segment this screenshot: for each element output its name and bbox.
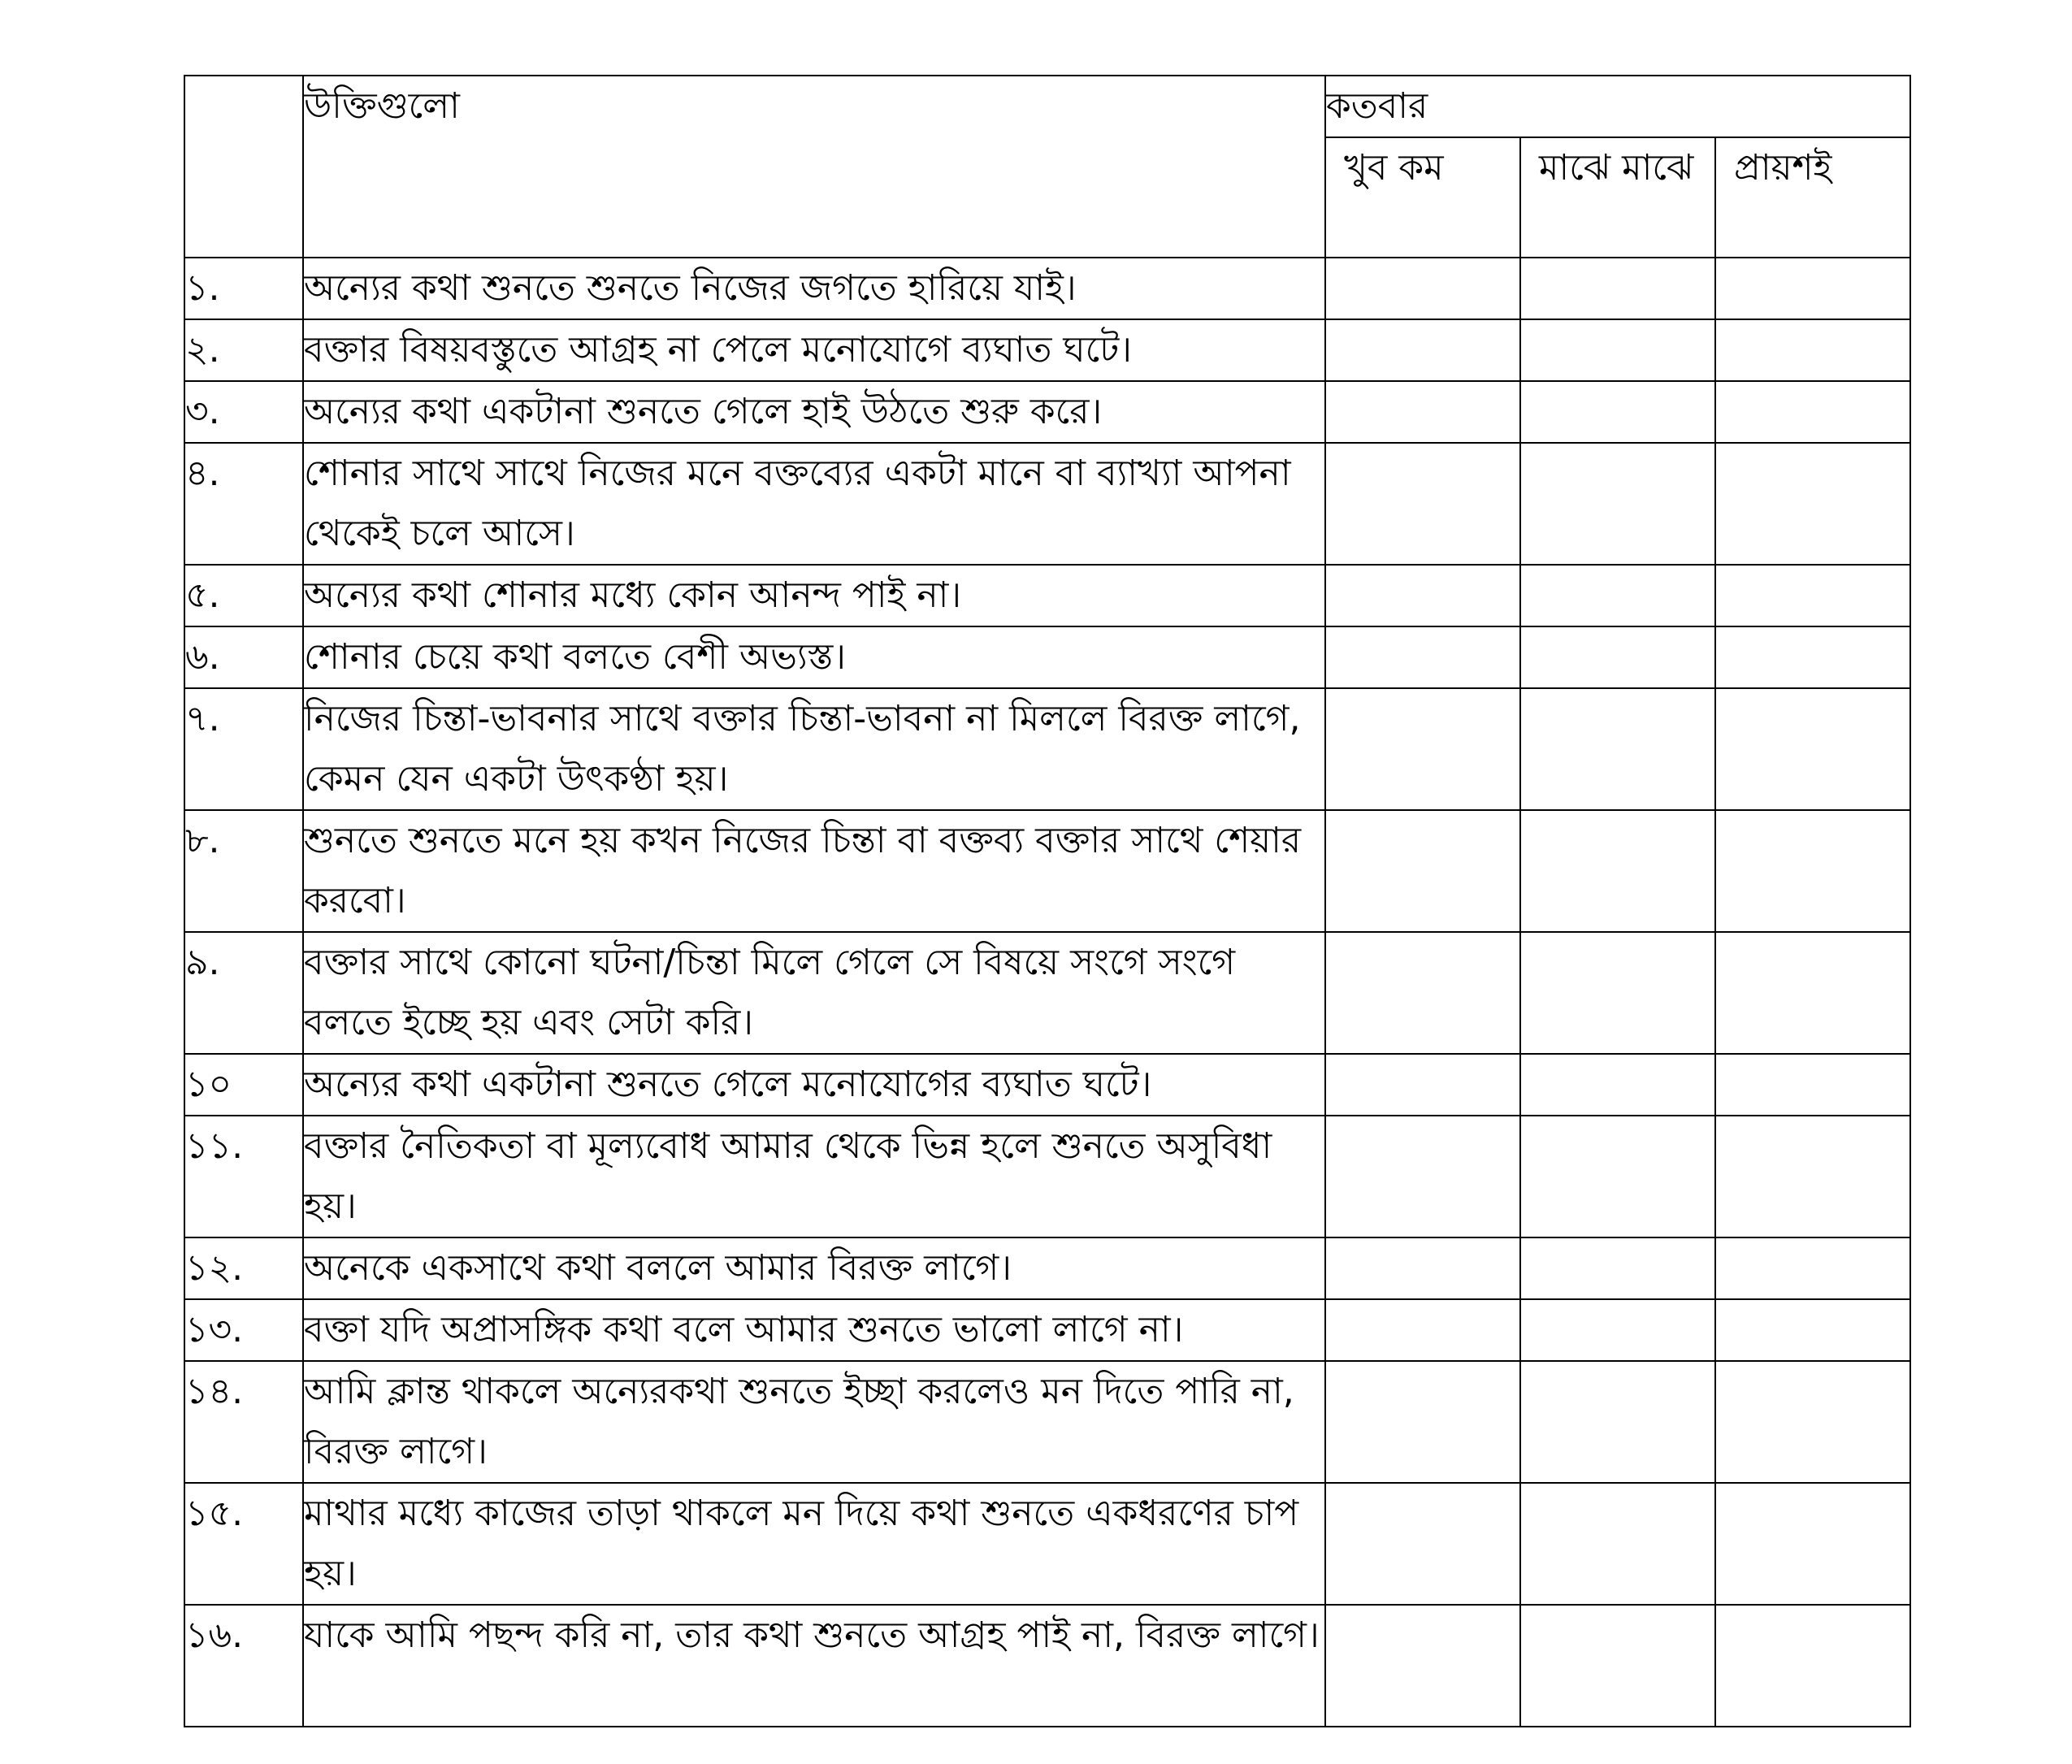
row-number: ১০ — [184, 1054, 303, 1116]
row-number: ১১. — [184, 1116, 303, 1237]
answer-cell-rarely[interactable] — [1325, 1237, 1520, 1299]
table-row — [184, 810, 1910, 932]
answer-cell-often[interactable] — [1715, 1361, 1910, 1483]
answer-cell-rarely[interactable] — [1325, 1361, 1520, 1483]
answer-cell-often[interactable] — [1715, 688, 1910, 810]
table-row — [184, 1483, 1910, 1605]
row-number: ১৪. — [184, 1361, 303, 1483]
answer-cell-sometimes[interactable] — [1520, 688, 1715, 810]
answer-cell-sometimes[interactable] — [1520, 319, 1715, 381]
answer-cell-rarely[interactable] — [1325, 1054, 1520, 1116]
table-row — [184, 319, 1910, 381]
row-number: ২. — [184, 319, 303, 381]
table-row — [184, 626, 1910, 688]
row-statement: অনেকে একসাথে কথা বললে আমার বিরক্ত লাগে। — [303, 1237, 1325, 1299]
answer-cell-sometimes[interactable] — [1520, 1361, 1715, 1483]
row-number: ১২. — [184, 1237, 303, 1299]
answer-cell-rarely[interactable] — [1325, 1483, 1520, 1605]
answer-cell-often[interactable] — [1715, 258, 1910, 319]
row-statement: অন্যের কথা একটানা শুনতে গেলে হাই উঠতে শুরু করে। — [303, 381, 1325, 443]
answer-cell-sometimes[interactable] — [1520, 1483, 1715, 1605]
row-statement: অন্যের কথা একটানা শুনতে গেলে মনোযোগের ব্যঘাত ঘটে। — [303, 1054, 1325, 1116]
answer-cell-rarely[interactable] — [1325, 688, 1520, 810]
answer-cell-often[interactable] — [1715, 1237, 1910, 1299]
answer-cell-rarely[interactable] — [1325, 258, 1520, 319]
row-number: ৯. — [184, 932, 303, 1054]
answer-cell-rarely[interactable] — [1325, 1116, 1520, 1237]
row-number: ৭. — [184, 688, 303, 810]
listening-survey-sheet — [184, 75, 1909, 1727]
answer-cell-rarely[interactable] — [1325, 932, 1520, 1054]
row-statement: যাকে আমি পছন্দ করি না, তার কথা শুনতে আগ্রহ পাই না, বিরক্ত লাগে। — [303, 1605, 1325, 1727]
answer-cell-sometimes[interactable] — [1520, 810, 1715, 932]
answer-cell-sometimes[interactable] — [1520, 565, 1715, 626]
header-option-sometimes: মাঝে মাঝে — [1520, 137, 1715, 258]
row-statement: বক্তার নৈতিকতা বা মূল্যবোধ আমার থেকে ভিন্ন হলে শুনতে অসুবিধা হয়। — [303, 1116, 1325, 1237]
row-statement: নিজের চিন্তা-ভাবনার সাথে বক্তার চিন্তা-ভাবনা না মিললে বিরক্ত লাগে, কেমন যেন একটা উৎকণ্ঠা হয়। — [303, 688, 1325, 810]
answer-cell-sometimes[interactable] — [1520, 932, 1715, 1054]
answer-cell-rarely[interactable] — [1325, 810, 1520, 932]
table-row — [184, 1361, 1910, 1483]
answer-cell-often[interactable] — [1715, 810, 1910, 932]
answer-cell-rarely[interactable] — [1325, 443, 1520, 565]
answer-cell-rarely[interactable] — [1325, 1299, 1520, 1361]
survey-table — [184, 75, 1911, 1727]
table-row — [184, 565, 1910, 626]
answer-cell-often[interactable] — [1715, 1605, 1910, 1727]
row-number: ১৬. — [184, 1605, 303, 1727]
answer-cell-sometimes[interactable] — [1520, 1605, 1715, 1727]
header-option-rarely: খুব কম — [1325, 137, 1520, 258]
row-statement: মাথার মধ্যে কাজের তাড়া থাকলে মন দিয়ে কথা শুনতে একধরণের চাপ হয়। — [303, 1483, 1325, 1605]
answer-cell-sometimes[interactable] — [1520, 626, 1715, 688]
answer-cell-often[interactable] — [1715, 1299, 1910, 1361]
table-row — [184, 443, 1910, 565]
answer-cell-rarely[interactable] — [1325, 626, 1520, 688]
header-option-often: প্রায়শই — [1715, 137, 1910, 258]
header-number-column — [184, 76, 303, 258]
table-row — [184, 258, 1910, 319]
row-number: ৮. — [184, 810, 303, 932]
table-row — [184, 381, 1910, 443]
answer-cell-sometimes[interactable] — [1520, 1237, 1715, 1299]
row-number: ৩. — [184, 381, 303, 443]
answer-cell-sometimes[interactable] — [1520, 1116, 1715, 1237]
row-number: ১. — [184, 258, 303, 319]
table-row — [184, 1116, 1910, 1237]
table-row — [184, 1237, 1910, 1299]
answer-cell-often[interactable] — [1715, 626, 1910, 688]
answer-cell-often[interactable] — [1715, 381, 1910, 443]
table-row — [184, 1299, 1910, 1361]
answer-cell-often[interactable] — [1715, 1116, 1910, 1237]
row-number: ১৩. — [184, 1299, 303, 1361]
row-statement: আমি ক্লান্ত থাকলে অন্যেরকথা শুনতে ইচ্ছা করলেও মন দিতে পারি না, বিরক্ত লাগে। — [303, 1361, 1325, 1483]
row-number: ৫. — [184, 565, 303, 626]
header-statements — [303, 76, 1325, 258]
header-frequency: কতবার — [1325, 76, 1910, 137]
table-row — [184, 688, 1910, 810]
header-row-top — [184, 76, 1910, 137]
answer-cell-sometimes[interactable] — [1520, 258, 1715, 319]
answer-cell-often[interactable] — [1715, 319, 1910, 381]
row-statement: শোনার চেয়ে কথা বলতে বেশী অভ্যস্ত। — [303, 626, 1325, 688]
answer-cell-rarely[interactable] — [1325, 319, 1520, 381]
row-number: ৬. — [184, 626, 303, 688]
answer-cell-often[interactable] — [1715, 443, 1910, 565]
answer-cell-rarely[interactable] — [1325, 1605, 1520, 1727]
row-number: ৪. — [184, 443, 303, 565]
answer-cell-rarely[interactable] — [1325, 565, 1520, 626]
answer-cell-rarely[interactable] — [1325, 381, 1520, 443]
header-statements-label: উক্তিগুলো — [304, 85, 460, 127]
row-number: ১৫. — [184, 1483, 303, 1605]
row-statement: অন্যের কথা শোনার মধ্যে কোন আনন্দ পাই না। — [303, 565, 1325, 626]
answer-cell-sometimes[interactable] — [1520, 1054, 1715, 1116]
answer-cell-sometimes[interactable] — [1520, 1299, 1715, 1361]
table-row — [184, 1605, 1910, 1727]
row-statement: বক্তার সাথে কোনো ঘটনা/চিন্তা মিলে গেলে সে বিষয়ে সংগে সংগে বলতে ইচ্ছে হয় এবং সেটা করি। — [303, 932, 1325, 1054]
answer-cell-sometimes[interactable] — [1520, 381, 1715, 443]
row-statement: শোনার সাথে সাথে নিজের মনে বক্তব্যের একটা মানে বা ব্যাখ্যা আপনা থেকেই চলে আসে। — [303, 443, 1325, 565]
table-row — [184, 932, 1910, 1054]
row-statement: বক্তার বিষয়বস্তুতে আগ্রহ না পেলে মনোযোগে ব্যঘাত ঘটে। — [303, 319, 1325, 381]
table-row — [184, 1054, 1910, 1116]
row-statement: শুনতে শুনতে মনে হয় কখন নিজের চিন্তা বা বক্তব্য বক্তার সাথে শেয়ার করবো। — [303, 810, 1325, 932]
row-statement: বক্তা যদি অপ্রাসঙ্গিক কথা বলে আমার শুনতে ভালো লাগে না। — [303, 1299, 1325, 1361]
answer-cell-often[interactable] — [1715, 1054, 1910, 1116]
answer-cell-often[interactable] — [1715, 1483, 1910, 1605]
answer-cell-often[interactable] — [1715, 565, 1910, 626]
row-statement: অন্যের কথা শুনতে শুনতে নিজের জগতে হারিয়ে যাই। — [303, 258, 1325, 319]
answer-cell-often[interactable] — [1715, 932, 1910, 1054]
answer-cell-sometimes[interactable] — [1520, 443, 1715, 565]
